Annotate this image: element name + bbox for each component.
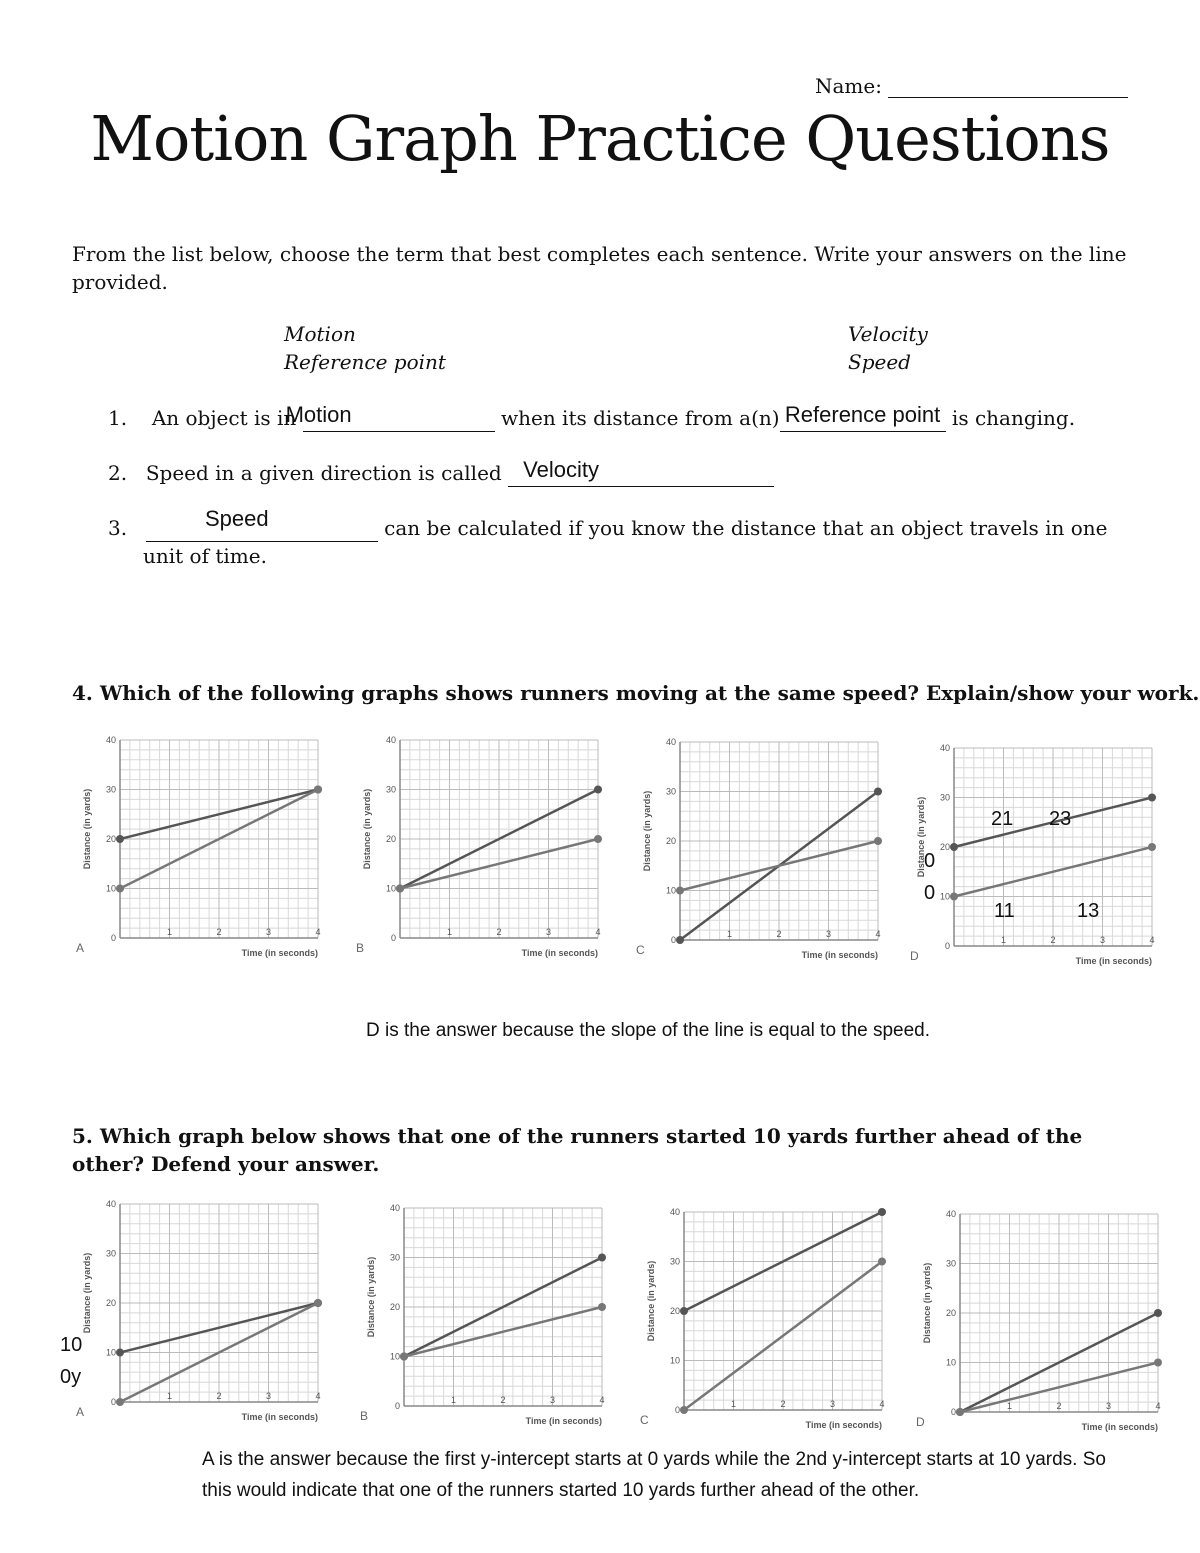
- x-tick-label: 3: [265, 1391, 272, 1401]
- x-axis-label: Time (in seconds): [1081, 1422, 1158, 1432]
- y-tick-label: 0: [950, 1407, 956, 1417]
- data-point: [680, 1307, 688, 1315]
- graph-q4-d: [900, 740, 1170, 972]
- y-tick-label: 40: [389, 1203, 400, 1213]
- graph-q4-a: [66, 732, 336, 964]
- graph-letter: C: [640, 1413, 649, 1427]
- y-tick-label: 40: [105, 1199, 116, 1209]
- y-tick-label: 40: [105, 735, 116, 745]
- instructions: From the list below, choose the term that best completes each sentence. Write your answers on the line provided.: [72, 242, 1127, 294]
- data-point: [874, 837, 882, 845]
- x-tick-label: 1: [450, 1395, 457, 1405]
- term-motion: Motion: [284, 322, 356, 346]
- x-tick-label: 4: [599, 1395, 605, 1405]
- question-1: [108, 404, 1075, 432]
- data-point: [878, 1258, 886, 1266]
- x-tick-label: 2: [216, 1391, 222, 1401]
- y-tick-label: 40: [939, 743, 950, 753]
- term-reference-point: Reference point: [284, 350, 446, 374]
- y-tick-label: 10: [665, 885, 676, 896]
- graph-letter: B: [360, 1409, 369, 1423]
- y-tick-label: 30: [669, 1256, 680, 1267]
- q3-text-2: unit of time.: [143, 544, 267, 568]
- x-tick-label: 2: [500, 1395, 506, 1405]
- x-axis-label: Time (in seconds): [241, 1412, 318, 1422]
- note-q4d-11: 11: [994, 900, 1015, 922]
- x-tick-label: 4: [1155, 1401, 1161, 1411]
- q2-number: 2.: [108, 461, 128, 485]
- y-tick-label: 10: [669, 1355, 680, 1366]
- graph-letter: C: [636, 943, 645, 957]
- note-q5a-0y: 0y: [60, 1366, 82, 1388]
- y-tick-label: 30: [945, 1258, 956, 1269]
- x-axis-label: Time (in seconds): [241, 948, 318, 958]
- question-4: 4. Which of the following graphs shows runners moving at the same speed? Explain/show your work.: [72, 681, 1200, 705]
- graph-q5-c: [630, 1204, 900, 1436]
- y-axis-label: Distance (in yards): [362, 788, 372, 870]
- y-tick-label: 20: [945, 1308, 956, 1318]
- q3-number: 3.: [108, 516, 128, 540]
- x-tick-label: 1: [166, 927, 173, 937]
- y-tick-label: 30: [385, 784, 396, 795]
- note-q4d-0b: 0: [924, 882, 936, 904]
- x-tick-label: 1: [730, 1399, 737, 1409]
- name-blank[interactable]: [888, 79, 1128, 98]
- x-tick-label: 3: [1099, 935, 1106, 945]
- y-tick-label: 20: [105, 834, 116, 844]
- data-point: [1148, 794, 1156, 802]
- x-axis-label: Time (in seconds): [805, 1420, 882, 1430]
- q1-text-3: is changing.: [951, 406, 1076, 430]
- data-point: [314, 786, 322, 794]
- q2-answer-blank[interactable]: [508, 457, 774, 487]
- graph-q5-d: [906, 1206, 1176, 1438]
- data-point: [116, 1349, 124, 1357]
- graph-letter: D: [910, 949, 919, 963]
- q3-answer-blank[interactable]: [146, 506, 378, 542]
- q1-answer-blank-2[interactable]: [780, 402, 946, 432]
- x-tick-label: 1: [446, 927, 453, 937]
- data-point: [314, 1299, 322, 1307]
- data-point: [1154, 1359, 1162, 1367]
- data-point: [878, 1208, 886, 1216]
- data-point: [116, 835, 124, 843]
- y-tick-label: 30: [939, 792, 950, 803]
- q1-answer-2: Reference point: [784, 402, 941, 427]
- y-tick-label: 30: [389, 1252, 400, 1263]
- y-axis-label: Distance (in yards): [82, 788, 92, 870]
- note-q5a-10: 10: [60, 1334, 83, 1356]
- question-5: 5. Which graph below shows that one of the runners started 10 yards further ahead of the other? Defend your answer.: [72, 1124, 1083, 1176]
- q5-answer-line-1[interactable]: A is the answer because the first y-intercept starts at 0 yards while the 2nd y-intercept starts at 10 yards. So: [202, 1449, 1106, 1470]
- x-axis-label: Time (in seconds): [1075, 956, 1152, 966]
- q3-answer: Speed: [205, 506, 269, 531]
- graph-letter: A: [76, 1405, 85, 1419]
- graph-q5-b: [350, 1200, 620, 1432]
- graph-q4-b: [346, 732, 616, 964]
- y-tick-label: 10: [389, 1351, 400, 1362]
- y-axis-label: Distance (in yards): [922, 1262, 932, 1344]
- y-axis-label: Distance (in yards): [366, 1256, 376, 1338]
- x-tick-label: 3: [549, 1395, 556, 1405]
- page-title: Motion Graph Practice Questions: [90, 102, 1110, 175]
- x-tick-label: 1: [166, 1391, 173, 1401]
- y-tick-label: 40: [385, 735, 396, 745]
- y-tick-label: 10: [939, 891, 950, 902]
- y-tick-label: 10: [945, 1357, 956, 1368]
- data-point: [116, 885, 124, 893]
- q2-answer: Velocity: [523, 457, 599, 482]
- name-label: Name:: [815, 74, 882, 98]
- q1-answer-1: Motion: [285, 402, 352, 427]
- data-point: [956, 1408, 964, 1416]
- data-point: [594, 835, 602, 843]
- q4-answer[interactable]: D is the answer because the slope of the line is equal to the speed.: [366, 1020, 931, 1041]
- data-point: [950, 843, 958, 851]
- x-tick-label: 4: [315, 1391, 321, 1401]
- y-tick-label: 30: [665, 786, 676, 797]
- y-tick-label: 10: [385, 883, 396, 894]
- y-tick-label: 0: [670, 935, 676, 945]
- question-3: [108, 506, 1108, 542]
- x-tick-label: 2: [780, 1399, 786, 1409]
- x-tick-label: 4: [595, 927, 601, 937]
- question-2: [108, 459, 774, 487]
- x-tick-label: 2: [216, 927, 222, 937]
- y-tick-label: 20: [389, 1302, 400, 1312]
- q3-text-1: can be calculated if you know the distance that an object travels in one: [384, 516, 1108, 540]
- graph-q4-c: [626, 734, 896, 966]
- y-tick-label: 40: [665, 737, 676, 747]
- x-tick-label: 2: [496, 927, 502, 937]
- y-tick-label: 20: [665, 836, 676, 846]
- y-tick-label: 40: [669, 1207, 680, 1217]
- q1-text-2: when its distance from a(n): [500, 406, 780, 430]
- data-point: [950, 893, 958, 901]
- note-q4d-23: 23: [1049, 808, 1072, 830]
- x-tick-label: 3: [829, 1399, 836, 1409]
- data-point: [598, 1254, 606, 1262]
- name-field[interactable]: [815, 74, 1128, 98]
- y-axis-label: Distance (in yards): [646, 1260, 656, 1342]
- y-tick-label: 20: [105, 1298, 116, 1308]
- data-point: [676, 887, 684, 895]
- x-axis-label: Time (in seconds): [801, 950, 878, 960]
- y-tick-label: 20: [939, 842, 950, 852]
- data-point: [874, 788, 882, 796]
- x-tick-label: 4: [879, 1399, 885, 1409]
- x-axis-label: Time (in seconds): [521, 948, 598, 958]
- y-axis-label: Distance (in yards): [82, 1252, 92, 1334]
- note-q4d-21: 21: [991, 808, 1014, 830]
- data-point: [680, 1406, 688, 1414]
- note-q4d-0a: 0: [924, 850, 936, 872]
- graph-q5-a: [66, 1196, 336, 1428]
- q1-number: 1.: [108, 406, 128, 430]
- data-point: [1148, 843, 1156, 851]
- x-axis-label: Time (in seconds): [525, 1416, 602, 1426]
- q2-text: Speed in a given direction is called: [145, 461, 502, 485]
- x-tick-label: 4: [315, 927, 321, 937]
- x-tick-label: 3: [545, 927, 552, 937]
- data-point: [1154, 1309, 1162, 1317]
- x-tick-label: 4: [1149, 935, 1155, 945]
- y-axis-label: Distance (in yards): [642, 790, 652, 872]
- y-tick-label: 20: [385, 834, 396, 844]
- x-tick-label: 3: [265, 927, 272, 937]
- y-tick-label: 20: [669, 1306, 680, 1316]
- data-point: [676, 936, 684, 944]
- graph-letter: A: [76, 941, 85, 955]
- y-tick-label: 0: [390, 933, 396, 943]
- y-tick-label: 0: [394, 1401, 400, 1411]
- y-tick-label: 0: [944, 941, 950, 951]
- y-tick-label: 10: [105, 883, 116, 894]
- q1-text-1: An object is in: [151, 406, 297, 430]
- q5-answer-line-2[interactable]: this would indicate that one of the runners started 10 yards further ahead of the other.: [202, 1480, 920, 1501]
- term-velocity: Velocity: [848, 322, 928, 346]
- x-tick-label: 1: [1000, 935, 1007, 945]
- x-tick-label: 1: [1006, 1401, 1013, 1411]
- graph-letter: D: [916, 1415, 925, 1429]
- note-q4d-13: 13: [1077, 900, 1100, 922]
- x-tick-label: 1: [726, 929, 733, 939]
- y-tick-label: 0: [674, 1405, 680, 1415]
- x-tick-label: 3: [825, 929, 832, 939]
- x-tick-label: 2: [1050, 935, 1056, 945]
- data-point: [396, 885, 404, 893]
- y-tick-label: 40: [945, 1209, 956, 1219]
- y-tick-label: 30: [105, 784, 116, 795]
- y-tick-label: 0: [110, 1397, 116, 1407]
- q1-answer-blank-1[interactable]: [285, 402, 495, 432]
- x-tick-label: 4: [875, 929, 881, 939]
- y-tick-label: 30: [105, 1248, 116, 1259]
- data-point: [116, 1398, 124, 1406]
- graph-letter: B: [356, 941, 365, 955]
- y-tick-label: 10: [105, 1347, 116, 1358]
- data-point: [598, 1303, 606, 1311]
- y-tick-label: 0: [110, 933, 116, 943]
- x-tick-label: 2: [1056, 1401, 1062, 1411]
- data-point: [594, 786, 602, 794]
- y-axis-label: Distance (in yards): [916, 796, 926, 878]
- x-tick-label: 2: [776, 929, 782, 939]
- x-tick-label: 3: [1105, 1401, 1112, 1411]
- data-point: [400, 1353, 408, 1361]
- term-speed: Speed: [848, 350, 911, 374]
